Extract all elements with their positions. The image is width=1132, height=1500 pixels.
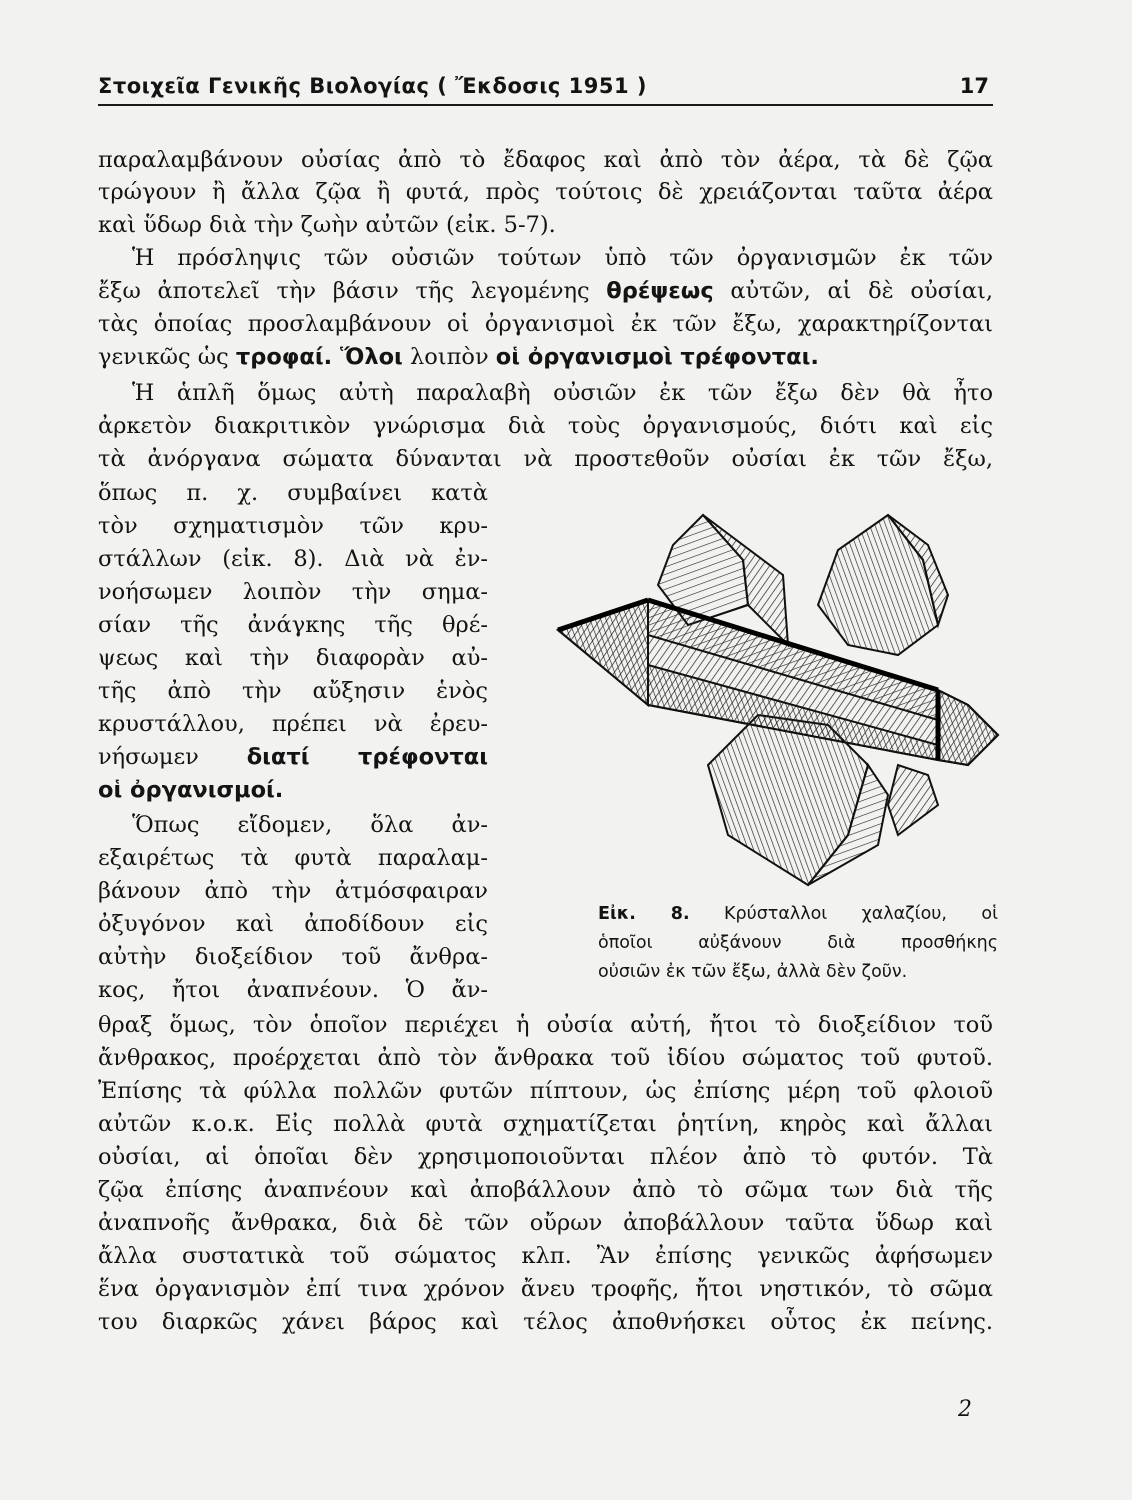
text-line: ἀναπνοῆς ἄνθρακα, διὰ δὲ τῶν οὔρων ἀποβάλλουν ταῦτα ὕδωρ καὶ <box>98 1210 993 1236</box>
text-line: θραξ ὅμως, τὸν ὁποῖον περιέχει ἡ οὐσία αὐτή, ἤτοι τὸ διοξείδιον τοῦ <box>98 1012 993 1038</box>
text-line: ἔξω ἀποτελεῖ τὴν βάσιν τῆς λεγομένης θρέψεως αὐτῶν, αἱ δὲ οὐσίαι, <box>98 278 993 304</box>
text-line: αὐτὴν διοξείδιον τοῦ ἄνθρα- <box>98 944 488 970</box>
page-number: 17 <box>959 74 989 98</box>
text-line: ὅπως π. χ. συμβαίνει κατὰ <box>98 480 488 506</box>
text-line: του διαρκῶς χάνει βάρος καὶ τέλος ἀποθνήσκει οὗτος ἐκ πείνης. <box>98 1309 993 1335</box>
text-line: νήσωμεν διατί τρέφονται <box>98 744 488 770</box>
text-line: τὸν σχηματισμὸν τῶν κρυ- <box>98 513 488 539</box>
text-line: ἄνθρακος, προέρχεται ἀπὸ τὸν ἄνθρακα τοῦ ἰδίου σώματος τοῦ φυτοῦ. <box>98 1045 993 1071</box>
text-line: ψεως καὶ τὴν διαφορὰν αὐ- <box>98 645 488 671</box>
text-line: Ὅπως εἴδομεν, ὅλα ἀν- <box>132 812 488 838</box>
caption-label: Εἰκ. 8. <box>598 904 690 924</box>
header-title: Στοιχεῖα Γενικῆς Βιολογίας ( Ἔκδοσις 1951 ) <box>98 74 648 98</box>
text-line: Ἡ πρόσληψις τῶν οὐσιῶν τούτων ὑπὸ τῶν ὀργανισμῶν ἐκ τῶν <box>132 245 993 271</box>
figure-caption: Εἰκ. 8. Κρύσταλλοι χαλαζίου, οἱ ὁποῖοι αὐξάνουν διὰ προσθήκης οὐσιῶν ἐκ τῶν ἔξω, ἀλλὰ δὲν ζοῦν. <box>598 904 998 982</box>
text-line: ὀξυγόνον καὶ ἀποδίδουν εἰς <box>98 911 488 937</box>
text-line: ζῷα ἐπίσης ἀναπνέουν καὶ ἀποβάλλουν ἀπὸ τὸ σῶμα των διὰ τῆς <box>98 1177 993 1203</box>
text-line: τὰ ἀνόργανα σώματα δύνανται νὰ προστεθοῦν οὐσίαι ἐκ τῶν ἔξω, <box>98 446 993 472</box>
text-line: Ἡ ἁπλῆ ὅμως αὐτὴ παραλαβὴ οὐσιῶν ἐκ τῶν ἔξω δὲν θὰ ἦτο <box>132 380 993 406</box>
text-line: ἀρκετὸν διακριτικὸν γνώρισμα διὰ τοὺς ὀργανισμούς, διότι καὶ εἰς <box>98 413 993 439</box>
signature-mark: 2 <box>958 1397 972 1422</box>
text-line: κρυστάλλου, πρέπει νὰ ἐρευ- <box>98 711 488 737</box>
quartz-crystal-illustration <box>548 505 1018 900</box>
text-line: Ἐπίσης τὰ φύλλα πολλῶν φυτῶν πίπτουν, ὡς ἐπίσης μέρη τοῦ φλοιοῦ <box>98 1078 993 1104</box>
text-line: οὐσίαι, αἱ ὁποῖαι δὲν χρησιμοποιοῦνται πλέον ἀπὸ τὸ φυτόν. Τὰ <box>98 1144 993 1170</box>
bold-term: οἱ ὀργανισμοί. <box>98 777 284 803</box>
text-line: στάλλων (εἰκ. 8). Διὰ νὰ ἐν- <box>98 546 488 572</box>
text-line: εξαιρέτως τὰ φυτὰ παραλαμ- <box>98 845 488 871</box>
bold-term: διατί τρέφονται <box>246 744 488 770</box>
bold-term: οἱ ὀργανισμοὶ τρέφονται. <box>495 344 819 370</box>
text-line: τῆς ἀπὸ τὴν αὔξησιν ἑνὸς <box>98 678 488 704</box>
bold-term: τροφαί. <box>235 344 333 370</box>
text-line: αὐτῶν κ.ο.κ. Εἰς πολλὰ φυτὰ σχηματίζεται ῥητίνη, κηρὸς καὶ ἄλλαι <box>98 1111 993 1137</box>
text-line: παραλαμβάνουν οὐσίας ἀπὸ τὸ ἔδαφος καὶ ἀπὸ τὸν ἀέρα, τὰ δὲ ζῷα <box>98 147 993 173</box>
text-line: γενικῶς ὡς τροφαί. Ὅλοι λοιπὸν οἱ ὀργανισμοὶ τρέφονται. <box>98 344 819 370</box>
text-line: ἕνα ὀργανισμὸν ἐπί τινα χρόνον ἄνευ τροφῆς, ἤτοι νηστικόν, τὸ σῶμα <box>98 1276 993 1302</box>
text-line: βάνουν ἀπὸ τὴν ἀτμόσφαιραν <box>98 878 488 904</box>
text-line: κος, ἤτοι ἀναπνέουν. Ὁ ἄν- <box>98 977 488 1003</box>
running-header <box>98 74 993 106</box>
text-line: τὰς ὁποίας προσλαμβάνουν οἱ ὀργανισμοὶ ἐκ τῶν ἔξω, χαρακτηρίζονται <box>98 311 993 337</box>
text-line: νοήσωμεν λοιπὸν τὴν σημα- <box>98 579 488 605</box>
text-line: σίαν τῆς ἀνάγκης τῆς θρέ- <box>98 612 488 638</box>
text-line: τρώγουν ἢ ἄλλα ζῷα ἢ φυτά, πρὸς τούτοις δὲ χρειάζονται ταῦτα ἀέρα <box>98 179 993 205</box>
text-line: καὶ ὕδωρ διὰ τὴν ζωὴν αὐτῶν (εἰκ. 5-7). <box>98 212 556 238</box>
text-line: ἄλλα συστατικὰ τοῦ σώματος κλπ. Ἂν ἐπίσης γενικῶς ἀφήσωμεν <box>98 1243 993 1269</box>
bold-term: θρέψεως <box>606 278 714 304</box>
